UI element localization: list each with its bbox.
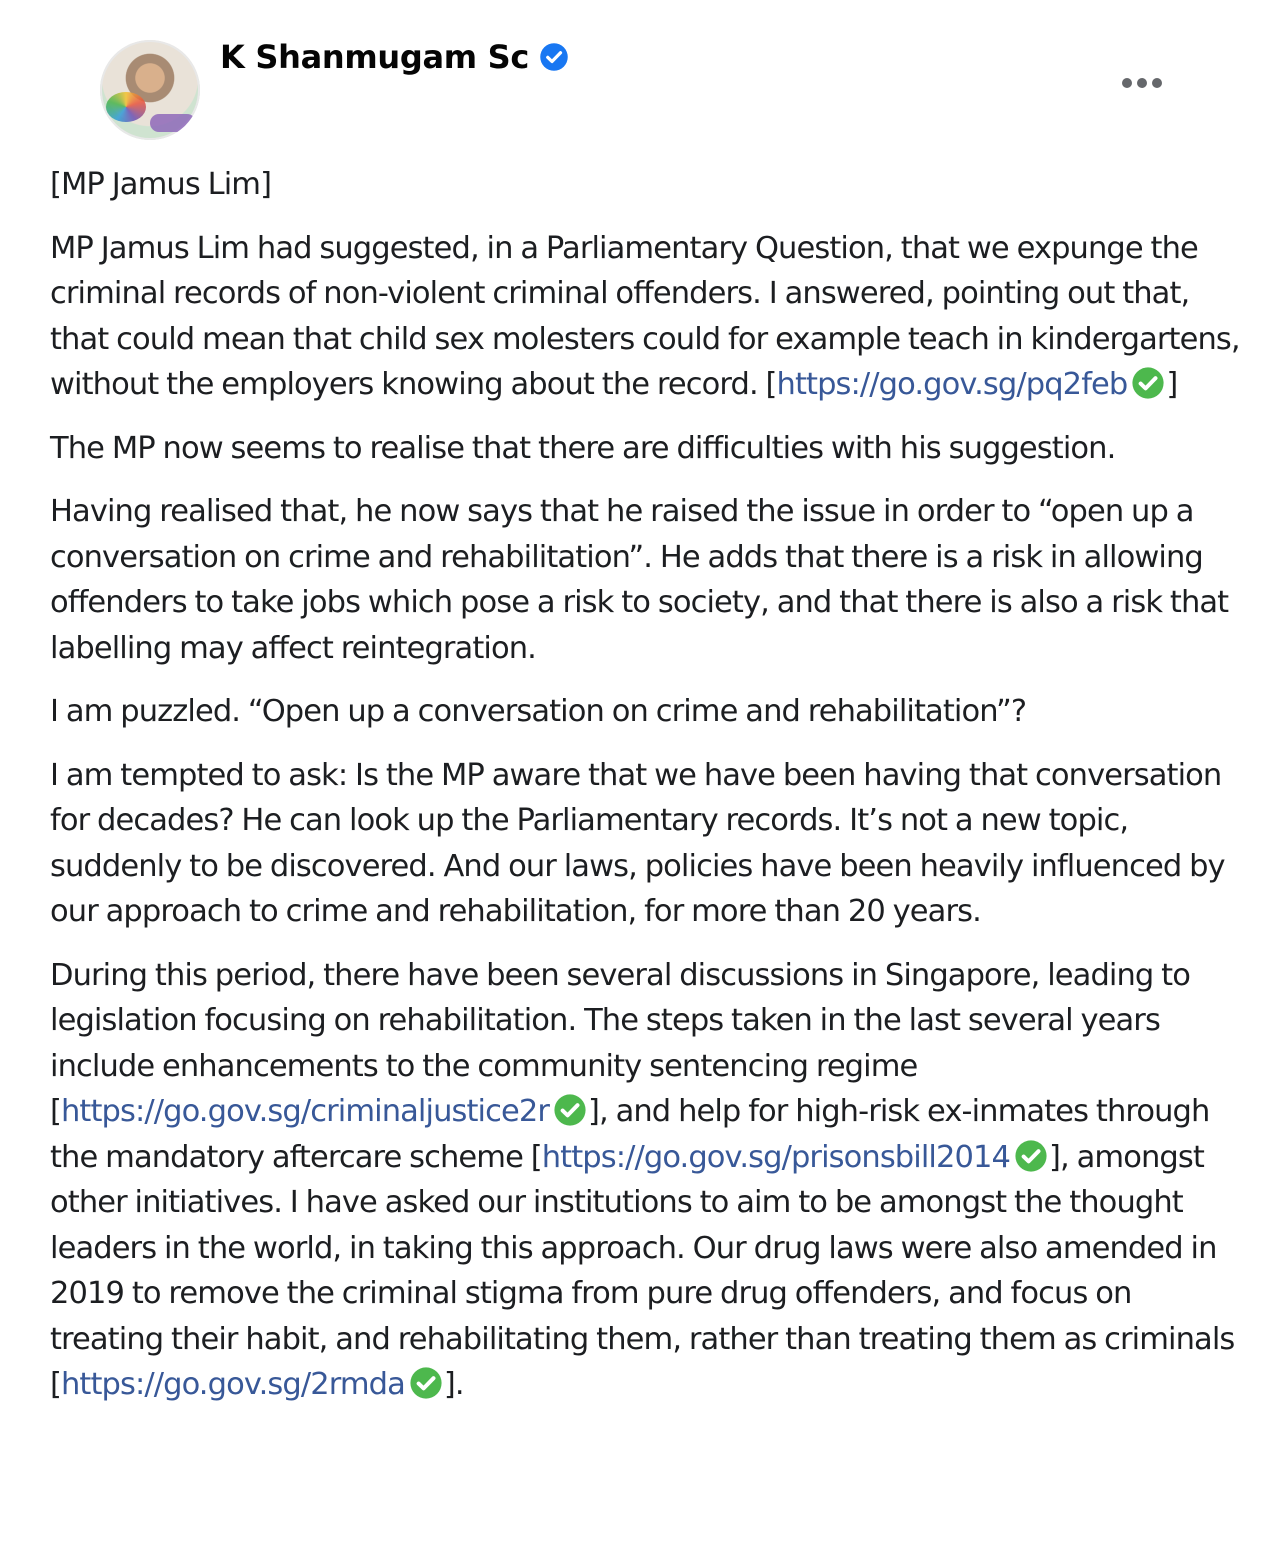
post-header	[50, 0, 1234, 150]
check-circle-icon	[1131, 366, 1165, 400]
paragraph-3: Having realised that, he now says that he raised the issue in order to “open up a conversation on crime and rehabilitation”. He adds that there is a risk in allowing offenders to take jobs which pose a risk to society, and that there is also a risk that labelling may affect reintegration.	[50, 494, 1229, 666]
paragraph-6-text-4: ].	[443, 1367, 464, 1402]
verified-badge-icon	[539, 42, 569, 72]
check-circle-icon	[553, 1093, 587, 1127]
avatar[interactable]	[100, 40, 200, 140]
paragraph-6	[50, 953, 1240, 1408]
avatar-frame-badge	[150, 114, 196, 132]
paragraph-4: I am puzzled. “Open up a conversation on crime and rehabilitation”?	[50, 694, 1027, 729]
paragraph-1	[50, 226, 1240, 408]
link-pq2feb[interactable]: https://go.gov.sg/pq2feb	[776, 367, 1128, 402]
more-options-icon[interactable]	[1120, 70, 1164, 96]
paragraph-2: The MP now seems to realise that there are difficulties with his suggestion.	[50, 430, 1116, 466]
check-circle-icon	[409, 1366, 443, 1400]
paragraph-1-text: MP Jamus Lim had suggested, in a Parliamentary Question, that we expunge the criminal records of non-violent criminal offenders. I answered, pointing out that, that could mean that child sex molesters could for example teach in kindergartens, without the employers knowing about the record. [	[50, 230, 1240, 402]
paragraph-6-text-2: ], and help for high-risk ex-inmates through the mandatory aftercare scheme [	[50, 1094, 1210, 1175]
post-tag: [MP Jamus Lim]	[50, 167, 272, 202]
paragraph-6-text-3: ], amongst other initiatives. I have asked our institutions to aim to be amongst the thought leaders in the world, in taking this approach. Our drug laws were also amended in 2019 to remove the criminal stigma from pure drug offenders, and focus on treating their habit, and rehabilitating them, rather than treating them as criminals [	[50, 1139, 1235, 1402]
paragraph-1-close: ]	[1166, 367, 1178, 402]
paragraph-6-text-1: During this period, there have been several discussions in Singapore, leading to legislation focusing on rehabilitation. The steps taken in the last several years include enhancements to the community sentencing regime [	[50, 957, 1190, 1129]
author-name[interactable]: K Shanmugam Sc	[220, 38, 530, 76]
link-prisonsbill2014[interactable]: https://go.gov.sg/prisonsbill2014	[541, 1139, 1011, 1175]
check-circle-icon	[1014, 1139, 1048, 1173]
author-row	[220, 38, 569, 76]
link-criminaljustice2r[interactable]: https://go.gov.sg/criminaljustice2r	[61, 1094, 549, 1129]
post-body	[50, 162, 1240, 1426]
avatar-logo-decoration	[106, 92, 146, 122]
link-2rmda[interactable]: https://go.gov.sg/2rmda	[61, 1367, 405, 1402]
paragraph-5: I am tempted to ask: Is the MP aware that we have been having that conversation for decades? He can look up the Parliamentary records. It’s not a new topic, suddenly to be discovered. And our laws, policies have been heavily influenced by our approach to crime and rehabilitation, for more than 20 years.	[50, 757, 1225, 929]
